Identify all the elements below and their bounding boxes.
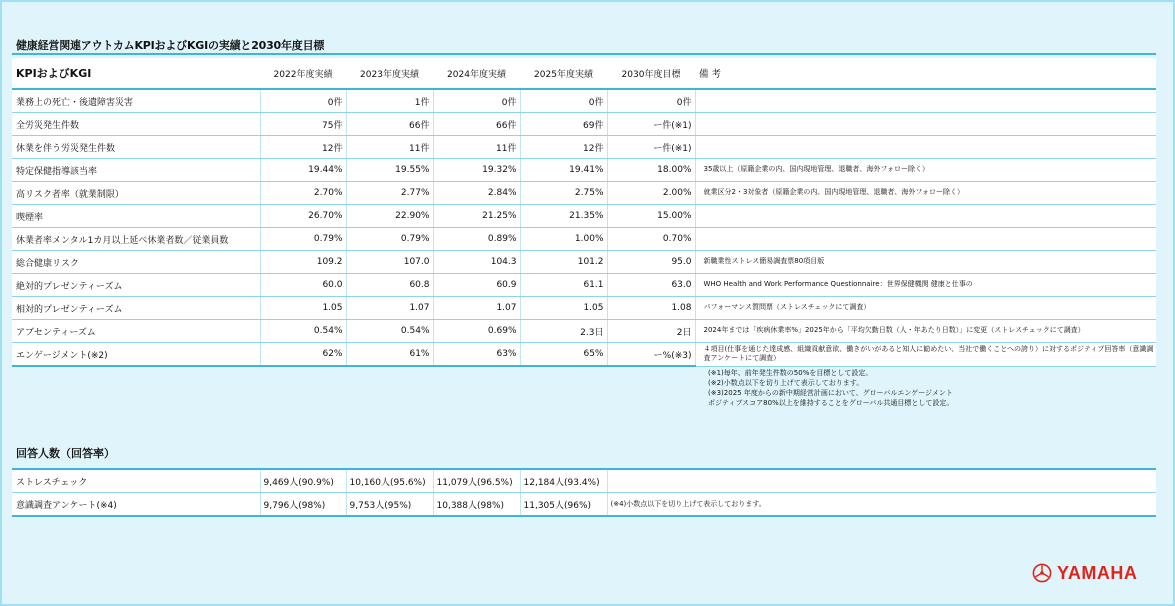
kpi-value: 63% xyxy=(433,343,520,367)
kpi-name: 絶対的プレゼンティーズム xyxy=(12,274,260,297)
kpi-value: 1.00% xyxy=(520,228,607,251)
kpi-value: 2.84% xyxy=(433,182,520,205)
kpi-value: 22.90% xyxy=(346,205,433,228)
yamaha-logo xyxy=(1032,563,1137,583)
kpi-value: 66件 xyxy=(346,113,433,136)
kpi-target: 2日 xyxy=(607,320,695,343)
kpi-note: WHO Health and Work Performance Questionnaire：世界保健機関 健康と仕事の xyxy=(695,274,1156,297)
response-value: 11,305人(96%) xyxy=(520,493,607,517)
kpi-note xyxy=(695,113,1156,136)
table-row xyxy=(12,251,1156,274)
table-row xyxy=(12,89,1156,113)
kpi-value: 109.2 xyxy=(260,251,346,274)
kpi-value: 11件 xyxy=(433,136,520,159)
kpi-target: 2.00% xyxy=(607,182,695,205)
tuning-fork-emblem-icon xyxy=(1032,563,1052,583)
kpi-value: 26.70% xyxy=(260,205,346,228)
kpi-target: 0件 xyxy=(607,89,695,113)
kpi-value: 60.9 xyxy=(433,274,520,297)
kpi-target: ー件(※1) xyxy=(607,113,695,136)
title-divider xyxy=(12,53,1156,55)
table-row xyxy=(12,469,1156,493)
kpi-name: 休業を伴う労災発生件数 xyxy=(12,136,260,159)
kpi-value: 65% xyxy=(520,343,607,367)
kpi-target: 95.0 xyxy=(607,251,695,274)
kpi-value: 19.41% xyxy=(520,159,607,182)
kpi-value: 11件 xyxy=(346,136,433,159)
response-note xyxy=(607,469,1156,493)
table-row xyxy=(12,274,1156,297)
kpi-note xyxy=(695,89,1156,113)
kpi-value: 69件 xyxy=(520,113,607,136)
kpi-value: 0.69% xyxy=(433,320,520,343)
kpi-value: 66件 xyxy=(433,113,520,136)
kpi-note: 2024年までは「疾病休業率%」2025年から「平均欠勤日数（人・年あたり日数）」に変更（ストレスチェックにて調査） xyxy=(695,320,1156,343)
response-value: 12,184人(93.4%) xyxy=(520,469,607,493)
kpi-value: 0.54% xyxy=(260,320,346,343)
kpi-name: 総合健康リスク xyxy=(12,251,260,274)
kpi-target: 0.70% xyxy=(607,228,695,251)
kpi-name: 喫煙率 xyxy=(12,205,260,228)
response-value: 9,469人(90.9%) xyxy=(260,469,346,493)
kpi-value: 2.70% xyxy=(260,182,346,205)
response-table xyxy=(12,468,1156,517)
table-row xyxy=(12,297,1156,320)
kpi-name: エンゲージメント(※2) xyxy=(12,343,260,367)
kpi-value: 0.79% xyxy=(260,228,346,251)
response-value: 10,388人(98%) xyxy=(433,493,520,517)
kpi-header-name: KPIおよびKGI xyxy=(12,58,260,89)
kpi-note: ４項目(仕事を通じた達成感、組織貢献意欲、働きがいがあると知人に勧めたい、当社で働くことへの誇り）に対するポジティブ回答率（意識調査アンケートにて調査） xyxy=(695,343,1156,367)
kpi-value: 1.05 xyxy=(260,297,346,320)
kpi-name: 相対的プレゼンティーズム xyxy=(12,297,260,320)
kpi-value: 60.0 xyxy=(260,274,346,297)
kpi-value: 2.75% xyxy=(520,182,607,205)
kpi-value: 104.3 xyxy=(433,251,520,274)
kpi-value: 61% xyxy=(346,343,433,367)
table-row xyxy=(12,159,1156,182)
kpi-value: 21.25% xyxy=(433,205,520,228)
kpi-value: 12件 xyxy=(520,136,607,159)
table-row xyxy=(12,136,1156,159)
kpi-value: 12件 xyxy=(260,136,346,159)
kpi-target: 15.00% xyxy=(607,205,695,228)
page-title: 健康経営関連アウトカムKPIおよびKGIの実績と2030年度目標 xyxy=(16,39,325,52)
kpi-value: 62% xyxy=(260,343,346,367)
footnote: (※1)毎年、前年発生件数の50%を目標として設定。 xyxy=(708,369,873,377)
kpi-name: 特定保健指導該当率 xyxy=(12,159,260,182)
kpi-note: 就業区分2・3対象者（原籍企業の内、国内現地管理、退職者、海外フォロー除く） xyxy=(695,182,1156,205)
table-row xyxy=(12,113,1156,136)
footnote: (※2)小数点以下を切り上げて表示しております。 xyxy=(708,379,864,388)
kpi-value: 75件 xyxy=(260,113,346,136)
kpi-header-2023: 2023年度実績 xyxy=(346,58,433,89)
kpi-value: 1.05 xyxy=(520,297,607,320)
kpi-value: 0.79% xyxy=(346,228,433,251)
kpi-header-row xyxy=(12,58,1156,89)
table-row xyxy=(12,228,1156,251)
kpi-header-2025: 2025年度実績 xyxy=(520,58,607,89)
kpi-header-notes: 備 考 xyxy=(695,58,1156,89)
kpi-name: アブセンティーズム xyxy=(12,320,260,343)
kpi-header-2030-target: 2030年度目標 xyxy=(607,58,695,89)
table-row xyxy=(12,493,1156,517)
kpi-header-2024: 2024年度実績 xyxy=(433,58,520,89)
response-value: 9,796人(98%) xyxy=(260,493,346,517)
kpi-header-2022: 2022年度実績 xyxy=(260,58,346,89)
kpi-value: 2.3日 xyxy=(520,320,607,343)
kpi-name: 休業者率メンタル1カ月以上延べ休業者数／従業員数 xyxy=(12,228,260,251)
kpi-value: 1.07 xyxy=(346,297,433,320)
kpi-note: 新職業性ストレス簡易調査票80項目版 xyxy=(695,251,1156,274)
kpi-target: 1.08 xyxy=(607,297,695,320)
table-row xyxy=(12,182,1156,205)
kpi-note xyxy=(695,136,1156,159)
response-value: 10,160人(95.6%) xyxy=(346,469,433,493)
kpi-value: 19.32% xyxy=(433,159,520,182)
response-name: ストレスチェック xyxy=(12,469,260,493)
kpi-value: 60.8 xyxy=(346,274,433,297)
kpi-name: 全労災発生件数 xyxy=(12,113,260,136)
response-name: 意識調査アンケート(※4) xyxy=(12,493,260,517)
kpi-target: ー%(※3) xyxy=(607,343,695,367)
kpi-value: 101.2 xyxy=(520,251,607,274)
logo-text: YAMAHA xyxy=(1057,563,1138,583)
kpi-target: ー件(※1) xyxy=(607,136,695,159)
kpi-target: 63.0 xyxy=(607,274,695,297)
footnote: (※3)2025 年度からの新中期経営計画において、グローバルエンゲージメント xyxy=(708,389,953,398)
table-row xyxy=(12,343,1156,367)
kpi-value: 2.77% xyxy=(346,182,433,205)
kpi-value: 0.54% xyxy=(346,320,433,343)
response-note: (※4)小数点以下を切り上げて表示しております。 xyxy=(607,493,1156,517)
kpi-value: 1.07 xyxy=(433,297,520,320)
kpi-note xyxy=(695,228,1156,251)
kpi-note: 35歳以上（原籍企業の内、国内現地管理、退職者、海外フォロー除く） xyxy=(695,159,1156,182)
table-row xyxy=(12,205,1156,228)
footnotes xyxy=(708,368,953,409)
kpi-value: 1件 xyxy=(346,89,433,113)
kpi-value: 0件 xyxy=(433,89,520,113)
kpi-target: 18.00% xyxy=(607,159,695,182)
kpi-value: 107.0 xyxy=(346,251,433,274)
response-value: 11,079人(96.5%) xyxy=(433,469,520,493)
response-value: 9,753人(95%) xyxy=(346,493,433,517)
kpi-table xyxy=(12,58,1156,367)
kpi-value: 19.44% xyxy=(260,159,346,182)
kpi-note: パフォーマンス質問票（ストレスチェックにて調査） xyxy=(695,297,1156,320)
kpi-value: 61.1 xyxy=(520,274,607,297)
kpi-value: 0件 xyxy=(520,89,607,113)
response-section-title: 回答人数（回答率） xyxy=(16,447,115,460)
kpi-note xyxy=(695,205,1156,228)
kpi-value: 0.89% xyxy=(433,228,520,251)
footnote: ポジティブスコア80%以上を維持することをグローバル共通目標として設定。 xyxy=(708,399,954,408)
kpi-name: 高リスク者率（就業制限） xyxy=(12,182,260,205)
kpi-name: 業務上の死亡・後遺障害災害 xyxy=(12,89,260,113)
table-row xyxy=(12,320,1156,343)
kpi-value: 19.55% xyxy=(346,159,433,182)
kpi-value: 0件 xyxy=(260,89,346,113)
kpi-value: 21.35% xyxy=(520,205,607,228)
